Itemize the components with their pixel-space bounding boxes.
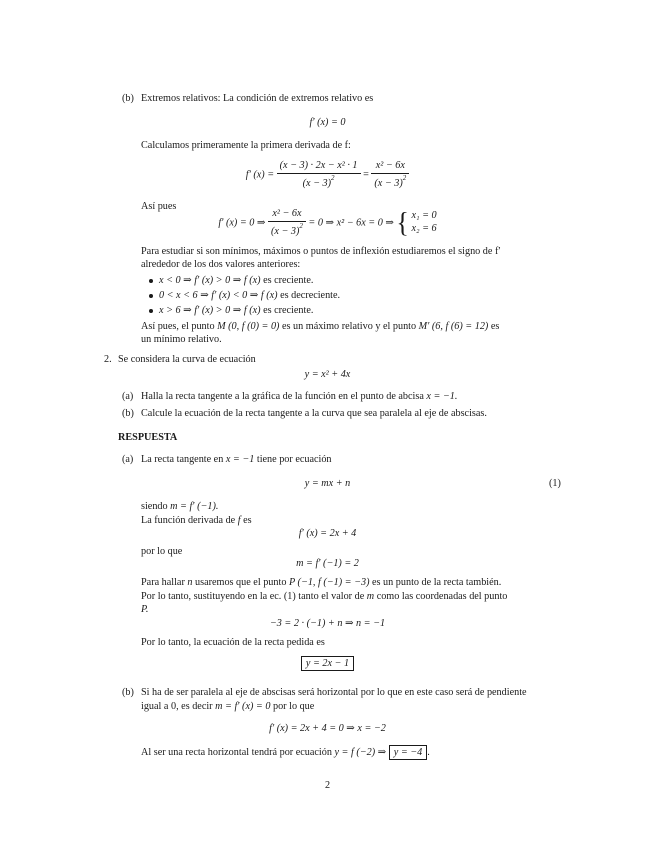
siendo-line	[141, 500, 218, 513]
deriv-eq-sign: =	[363, 169, 369, 181]
deriv-num-1: (x − 3) · 2x − x² · 1	[277, 160, 361, 174]
deriv-fraction-2	[371, 160, 409, 190]
hallar-line-1	[141, 576, 501, 589]
solution-system	[411, 210, 436, 236]
a-intro-math: x = −1	[225, 454, 255, 465]
problem-b-text: Calcule la ecuación de la recta tangente a la curva que sea paralela al eje de abscisas.	[141, 408, 487, 419]
hallar-point: P (−1, f (−1) = −3)	[288, 577, 370, 588]
conclusion-line-1	[141, 320, 499, 333]
deriv-lhs: f′ (x) =	[245, 169, 275, 181]
problem-number: 2.	[104, 354, 112, 365]
square-1: 2	[331, 173, 335, 182]
bullet-1-cond: x < 0 ⇒ f′ (x) > 0 ⇒ f (x)	[159, 275, 261, 286]
equation-condition: f′ (x) = 0	[309, 117, 346, 128]
conclusion-a: Así pues, el punto	[141, 321, 215, 332]
slope-equation: m = f′ (−1) = 2	[296, 558, 359, 569]
item-label-b: (b)	[122, 93, 134, 104]
equation-number: (1)	[549, 478, 561, 489]
final-text: Al ser una recta horizontal tendrá por ecuación	[141, 747, 332, 758]
hallar-line2-text-2: como las coordenadas del punto	[376, 591, 508, 602]
func-deriv-text-2: es	[243, 515, 252, 526]
result-a-box: y = 2x − 1	[301, 656, 354, 671]
bullet-icon	[149, 294, 153, 298]
respuesta-heading: RESPUESTA	[118, 432, 178, 443]
b-line2-math: m = f′ (x) = 0	[215, 701, 271, 712]
derivative-equation	[0, 160, 655, 190]
hallar-text-1: Para hallar	[141, 577, 185, 588]
zero-fraction	[268, 208, 306, 238]
b-line2-text-1: igual a 0, es decir	[141, 701, 213, 712]
curve-equation: y = x² + 4x	[304, 369, 351, 380]
hallar-text-3: es un punto de la recta también.	[372, 577, 502, 588]
asi-pues: Así pues	[141, 201, 177, 212]
conclusion-line-2: un mínimo relativo.	[141, 334, 222, 345]
deriv-den-2: (x − 3)	[374, 177, 403, 189]
deriv-num-2: x² − 6x	[371, 160, 409, 174]
result-b-box: y = −4	[389, 745, 427, 760]
line-equation: y = mx + n	[304, 478, 351, 489]
bullet-item-1	[159, 274, 313, 287]
zero-den: (x − 3)	[271, 225, 300, 237]
study-line-1: Para estudiar si son mínimos, máximos o puntos de inflexión estudiaremos el signo de f′	[141, 246, 501, 257]
func-deriv-text-1: La función derivada de	[141, 515, 236, 526]
a-intro-2: tiene por ecuación	[256, 454, 332, 465]
hallar-line2-m: m	[366, 591, 375, 602]
siendo-text: siendo	[141, 501, 168, 512]
por-tanto-line: Por lo tanto, la ecuación de la recta pedida es	[141, 637, 325, 648]
problem-a-text	[141, 390, 457, 403]
conclusion-b: es un máximo relativo y el punto	[282, 321, 417, 332]
bullet-item-2	[159, 289, 340, 302]
deriv-den-1: (x − 3)	[302, 177, 332, 189]
bullet-icon	[149, 279, 153, 283]
conclusion-min-point: M′ (6, f (6) = 12)	[418, 321, 489, 332]
bullet-item-3	[159, 304, 313, 317]
hallar-line-3: P.	[141, 604, 149, 615]
hallar-line2-text-1: Por lo tanto, sustituyendo en la ec. (1) tanto el valor de	[141, 591, 365, 602]
bullet-1-text: es creciente.	[263, 275, 314, 286]
left-brace: {	[396, 206, 409, 239]
solution-x2: x₂ = 6	[411, 223, 437, 234]
study-line-2: alrededor de los dos valores anteriores:	[141, 259, 301, 270]
hallar-line-2	[141, 590, 507, 603]
zero-lhs: f′ (x) = 0 ⇒	[218, 217, 266, 229]
final-math: y = f (−2) ⇒	[334, 747, 387, 758]
page-number: 2	[324, 780, 331, 791]
solution-x1: x₁ = 0	[411, 210, 437, 222]
func-deriv-f: f	[237, 515, 241, 526]
problem-a-text-1: Halla la recta tangente a la gráfica de la función en el punto de abcisa	[141, 391, 424, 402]
extremos-intro: Extremos relativos: La condición de extremos relativo es	[141, 93, 374, 104]
bullet-3-text: es creciente.	[263, 305, 314, 316]
zero-rhs: = 0 ⇒ x² − 6x = 0 ⇒	[308, 217, 394, 229]
b-equation: f′ (x) = 2x + 4 = 0 ⇒ x = −2	[269, 723, 386, 734]
final-dot: .	[427, 747, 430, 758]
a-intro-1: La recta tangente en	[141, 454, 224, 465]
respuesta-b-line-2	[141, 700, 314, 713]
result-a-wrap	[0, 657, 655, 670]
problem-a-label: (a)	[122, 391, 134, 402]
calc-intro: Calculamos primeramente la primera derivada de f:	[141, 140, 351, 151]
square-2: 2	[402, 173, 407, 182]
respuesta-b-line-1: Si ha de ser paralela al eje de abscisas será horizontal por lo que en este caso será de pendiente	[141, 687, 527, 698]
derivative-result: f′ (x) = 2x + 4	[298, 528, 357, 539]
respuesta-a-intro	[141, 453, 332, 466]
siendo-math: m = f′ (−1).	[170, 501, 219, 512]
n-equation: −3 = 2 · (−1) + n ⇒ n = −1	[269, 618, 386, 629]
func-deriv-line	[141, 514, 252, 527]
hallar-n: n	[187, 577, 193, 588]
conclusion-max-point: M (0, f (0) = 0)	[217, 321, 280, 332]
zero-num: x² − 6x	[268, 208, 306, 222]
problem-statement: Se considera la curva de ecuación	[118, 354, 256, 365]
respuesta-b-label: (b)	[122, 687, 134, 698]
b-line2-text-2: por lo que	[272, 701, 315, 712]
bullet-2-cond: 0 < x < 6 ⇒ f′ (x) < 0 ⇒ f (x)	[159, 290, 278, 301]
bullet-icon	[149, 309, 153, 313]
por-lo-que: por lo que	[141, 546, 183, 557]
bullet-2-text: es decreciente.	[280, 290, 341, 301]
respuesta-a-label: (a)	[122, 454, 134, 465]
bullet-3-cond: x > 6 ⇒ f′ (x) > 0 ⇒ f (x)	[159, 305, 261, 316]
conclusion-c: es	[490, 321, 500, 332]
zero-equation	[0, 208, 655, 238]
problem-b-label: (b)	[122, 408, 134, 419]
deriv-fraction-1	[277, 160, 361, 190]
final-line	[141, 746, 430, 759]
problem-a-math: x = −1.	[426, 391, 458, 402]
hallar-text-2: usaremos que el punto	[195, 577, 287, 588]
square-3: 2	[299, 221, 303, 230]
